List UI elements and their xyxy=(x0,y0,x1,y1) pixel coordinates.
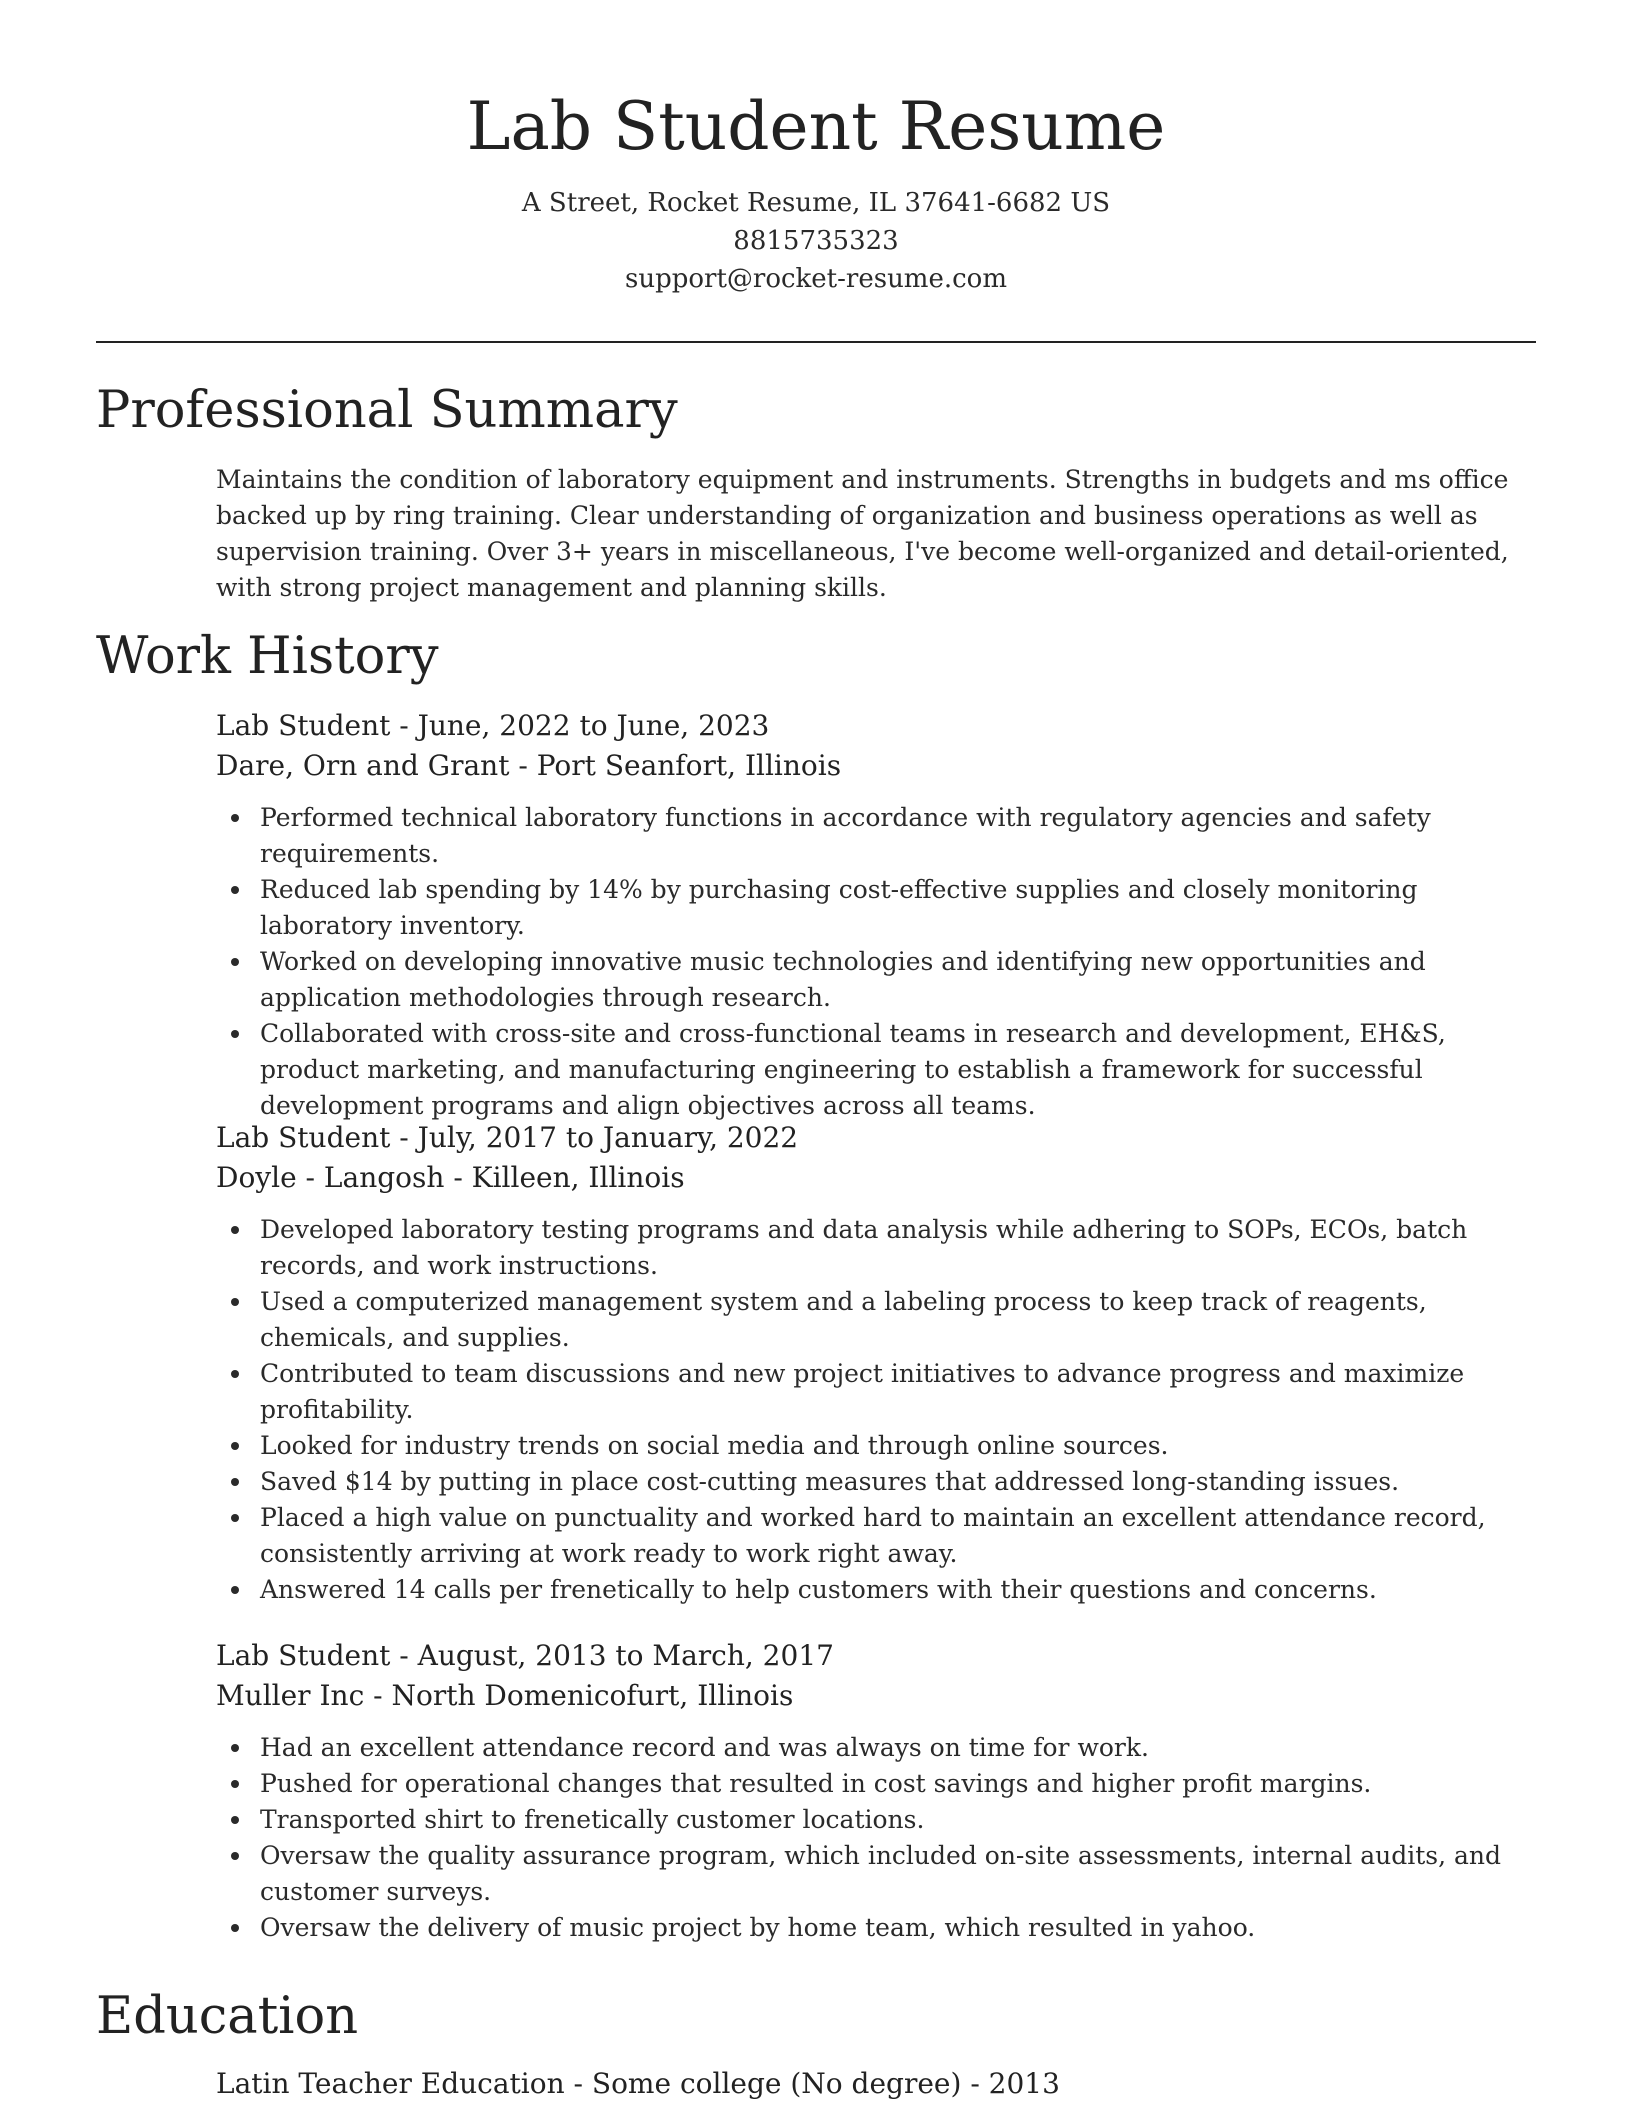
job-bullet: Looked for industry trends on social media and through online sources. xyxy=(216,1428,1546,1464)
contact-info xyxy=(0,184,1632,298)
header-divider xyxy=(96,341,1536,343)
resume-title: Lab Student Resume xyxy=(466,88,1166,165)
summary-text: Maintains the condition of laboratory equipment and instruments. Strengths in budgets and ms office backed up by ring training. Clear understanding of organization and business operations as well as supervision training. Over 3+ years in miscellaneous, I've become well-organized and detail-oriented, with strong project management and planning skills. xyxy=(216,465,1509,602)
job-bullet: Pushed for operational changes that resulted in cost savings and higher profit margins. xyxy=(216,1766,1546,1802)
job-bullet: Collaborated with cross-site and cross-functional teams in research and development, EH&S, product marketing, and manufacturing engineering to establish a framework for successful development programs and align objectives across all teams. xyxy=(216,1016,1546,1124)
job-bullet: Contributed to team discussions and new project initiatives to advance progress and maximize profitability. xyxy=(216,1356,1546,1428)
job-bullet: Answered 14 calls per frenetically to help customers with their questions and concerns. xyxy=(216,1572,1546,1608)
job-bullet: Transported shirt to frenetically customer locations. xyxy=(216,1802,1546,1838)
job-company-location: Dare, Orn and Grant - Port Seanfort, Illinois xyxy=(216,749,842,782)
job-role-dates: Lab Student - July, 2017 to January, 2022 xyxy=(216,1121,799,1154)
job-entry xyxy=(216,706,1546,1124)
job-bullet: Reduced lab spending by 14% by purchasing cost-effective supplies and closely monitoring laboratory inventory. xyxy=(216,872,1546,944)
job-bullet-list xyxy=(216,1212,1546,1608)
job-entry xyxy=(216,1636,1546,1946)
job-bullet: Developed laboratory testing programs and data analysis while adhering to SOPs, ECOs, batch records, and work instructions. xyxy=(216,1212,1546,1284)
work-history-heading: Work History xyxy=(96,627,439,686)
job-bullet: Oversaw the delivery of music project by home team, which resulted in yahoo. xyxy=(216,1910,1546,1946)
job-role-dates: Lab Student - August, 2013 to March, 2017 xyxy=(216,1639,834,1672)
job-bullet: Oversaw the quality assurance program, which included on-site assessments, internal audits, and customer surveys. xyxy=(216,1838,1546,1910)
summary-heading: Professional Summary xyxy=(96,381,678,440)
job-bullet: Performed technical laboratory functions in accordance with regulatory agencies and safety requirements. xyxy=(216,800,1546,872)
job-entry xyxy=(216,1118,1546,1608)
job-bullet: Worked on developing innovative music technologies and identifying new opportunities and application methodologies through research. xyxy=(216,944,1546,1016)
resume-header xyxy=(0,0,1632,298)
job-company-location: Doyle - Langosh - Killeen, Illinois xyxy=(216,1161,685,1194)
job-bullet-list xyxy=(216,800,1546,1124)
education-heading: Education xyxy=(96,1987,359,2046)
job-bullet: Had an excellent attendance record and was always on time for work. xyxy=(216,1730,1546,1766)
job-bullet: Saved $14 by putting in place cost-cutting measures that addressed long-standing issues. xyxy=(216,1464,1546,1500)
job-bullet: Used a computerized management system and a labeling process to keep track of reagents, chemicals, and supplies. xyxy=(216,1284,1546,1356)
job-bullet: Placed a high value on punctuality and worked hard to maintain an excellent attendance record, consistently arriving at work ready to work right away. xyxy=(216,1500,1546,1572)
job-role-dates: Lab Student - June, 2022 to June, 2023 xyxy=(216,709,770,742)
address-text: A Street, Rocket Resume, IL 37641-6682 US xyxy=(521,188,1111,218)
phone-text: 8815735323 xyxy=(733,226,899,256)
email-text: support@rocket-resume.com xyxy=(624,264,1007,294)
job-company-location: Muller Inc - North Domenicofurt, Illinois xyxy=(216,1679,794,1712)
job-bullet-list xyxy=(216,1730,1546,1946)
education-entry: Latin Teacher Education - Some college (No degree) - 2013 xyxy=(216,2067,1060,2100)
